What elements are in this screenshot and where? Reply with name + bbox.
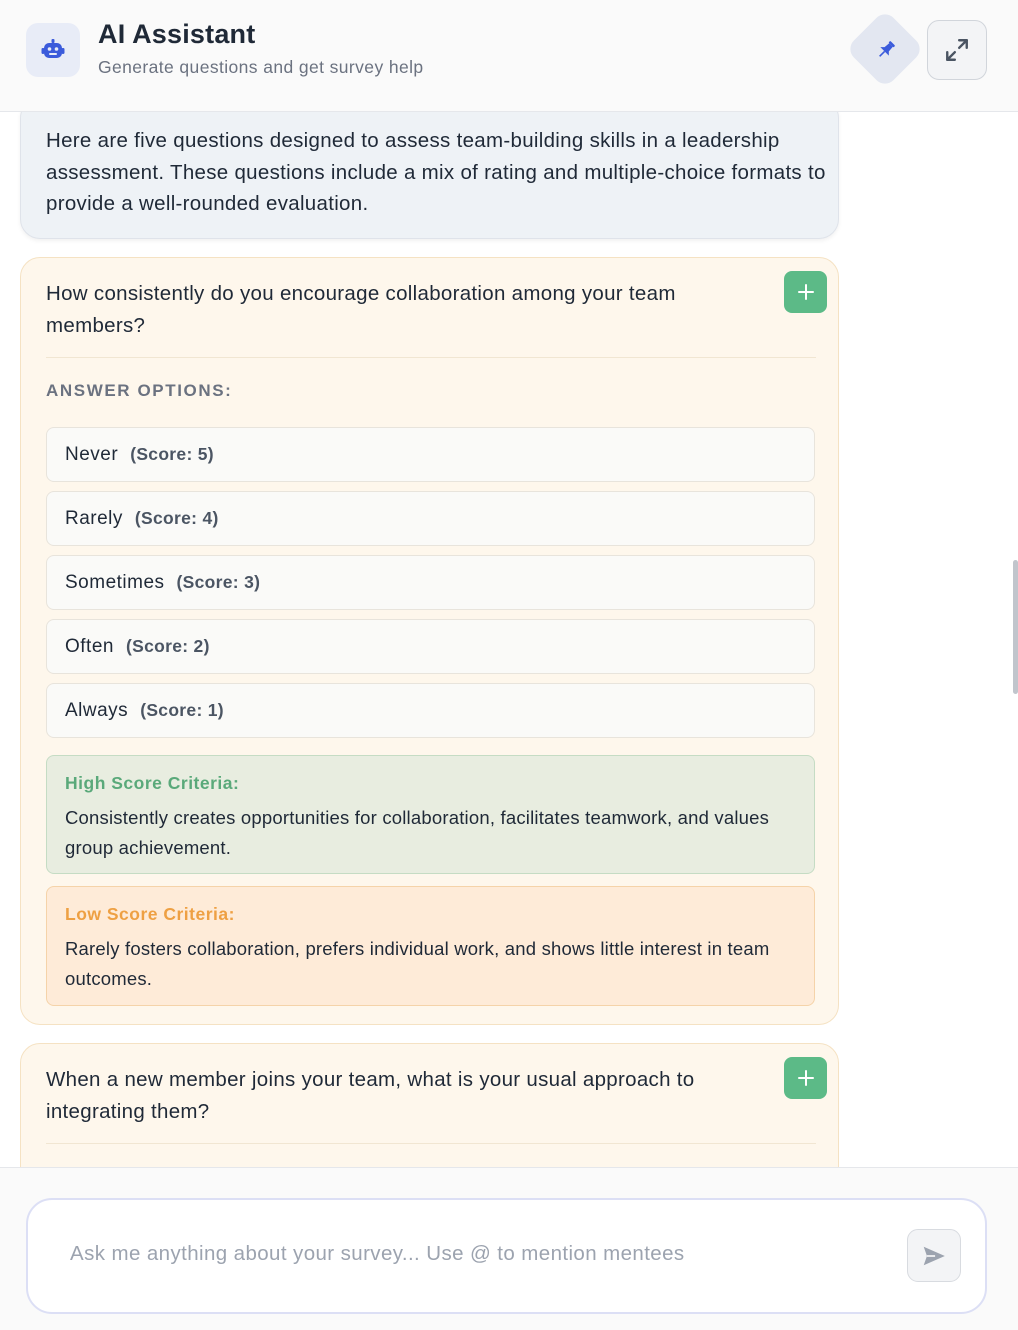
composer bbox=[0, 1167, 1018, 1330]
answer-option bbox=[46, 619, 815, 674]
add-question-button[interactable] bbox=[784, 1057, 827, 1099]
assistant-avatar bbox=[26, 23, 80, 77]
plus-icon bbox=[797, 283, 815, 301]
message-input-container[interactable] bbox=[26, 1198, 987, 1314]
high-criteria-text: Consistently creates opportunities for collaboration, facilitates teamwork, and values group achievement. bbox=[65, 807, 770, 858]
send-button[interactable] bbox=[907, 1229, 961, 1282]
message-input[interactable] bbox=[70, 1228, 890, 1280]
header bbox=[0, 0, 1018, 112]
question-text: How consistently do you encourage collaboration among your team members? bbox=[46, 282, 676, 337]
add-question-button[interactable] bbox=[784, 271, 827, 313]
option-score: (Score: 5) bbox=[130, 444, 214, 464]
option-label: Often bbox=[65, 635, 114, 657]
answer-option bbox=[46, 427, 815, 482]
expand-icon bbox=[944, 37, 970, 63]
scrollbar-thumb[interactable] bbox=[1013, 560, 1018, 694]
plus-icon bbox=[797, 1069, 815, 1087]
low-criteria-text: Rarely fosters collaboration, prefers individual work, and shows little interest in team outcomes. bbox=[65, 938, 770, 989]
answer-option bbox=[46, 683, 815, 738]
question-card bbox=[20, 1043, 839, 1167]
page-title: AI Assistant bbox=[98, 19, 256, 49]
assistant-message-text: Here are five questions designed to assess team-building skills in a leadership assessment. These questions include a mix of rating and multiple-choice formats to provide a well-rounded evaluation. bbox=[46, 129, 826, 215]
option-label: Always bbox=[65, 699, 129, 721]
option-label: Never bbox=[65, 443, 119, 465]
option-score: (Score: 1) bbox=[140, 700, 224, 720]
assistant-message bbox=[20, 112, 839, 239]
option-score: (Score: 4) bbox=[134, 508, 219, 528]
page-subtitle: Generate questions and get survey help bbox=[98, 57, 424, 77]
divider bbox=[46, 1143, 816, 1144]
option-label: Sometimes bbox=[65, 571, 165, 593]
robot-icon bbox=[39, 36, 67, 64]
divider bbox=[46, 357, 816, 358]
expand-button[interactable] bbox=[927, 20, 987, 80]
option-score: (Score: 2) bbox=[125, 636, 210, 656]
question-text: When a new member joins your team, what is your usual approach to integrating them? bbox=[46, 1068, 695, 1123]
low-criteria-title: Low Score Criteria: bbox=[65, 904, 235, 924]
pin-icon[interactable] bbox=[870, 34, 902, 66]
low-score-criteria bbox=[46, 886, 815, 1006]
option-label: Rarely bbox=[65, 507, 123, 529]
answer-options-heading: ANSWER OPTIONS: bbox=[46, 381, 233, 400]
chat-messages[interactable] bbox=[0, 112, 1018, 1167]
option-score: (Score: 3) bbox=[176, 572, 261, 592]
send-icon bbox=[921, 1243, 947, 1269]
answer-option bbox=[46, 555, 815, 610]
answer-option bbox=[46, 491, 815, 546]
high-criteria-title: High Score Criteria: bbox=[65, 773, 240, 793]
high-score-criteria bbox=[46, 755, 815, 874]
question-card bbox=[20, 257, 839, 1025]
